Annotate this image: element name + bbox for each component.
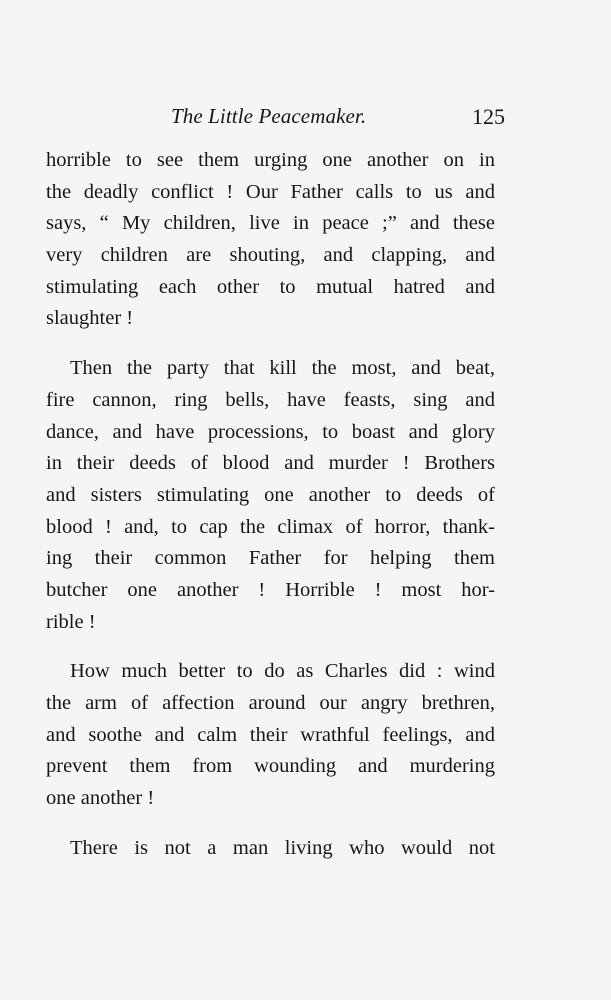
text-line: fire cannon, ring bells, have feasts, sing and <box>46 388 495 411</box>
text-line: in their deeds of blood and murder ! Brothers <box>46 452 495 475</box>
page-header <box>46 104 505 134</box>
paragraph-4 <box>46 833 495 865</box>
text-line: prevent them from wounding and murdering <box>46 755 495 778</box>
text-line: How much better to do as Charles did : wind <box>70 660 495 683</box>
page-number: 125 <box>472 104 505 129</box>
text-line: butcher one another ! Horrible ! most hor- <box>46 578 495 601</box>
text-line: rible ! <box>46 610 96 633</box>
text-line: the arm of affection around our angry brethren, <box>46 692 495 714</box>
text-line: dance, and have processions, to boast and glory <box>46 420 495 443</box>
text-line: and sisters stimulating one another to deeds of <box>46 483 495 506</box>
text-line: and soothe and calm their wrathful feelings, and <box>46 723 495 746</box>
text-line: the deadly conflict ! Our Father calls to us and <box>46 180 495 203</box>
paragraph-1 <box>46 145 495 335</box>
text-line: says, “ My children, live in peace ;” and these <box>46 212 495 235</box>
text-line: very children are shouting, and clapping, and <box>46 244 495 267</box>
text-line: slaughter ! <box>46 307 134 330</box>
body-text <box>46 145 495 882</box>
text-line: Then the party that kill the most, and beat, <box>70 357 495 380</box>
text-line: stimulating each other to mutual hatred and <box>46 275 495 298</box>
paragraph-3 <box>46 656 495 814</box>
text-line: one another ! <box>46 787 155 810</box>
running-title: The Little Peacemaker. <box>171 104 367 128</box>
text-line: blood ! and, to cap the climax of horror, thank- <box>46 515 495 538</box>
text-line: ing their common Father for helping them <box>46 547 495 570</box>
text-line: horrible to see them urging one another on in <box>46 149 495 171</box>
paragraph-2 <box>46 353 495 638</box>
text-line: There is not a man living who would not <box>70 836 495 859</box>
